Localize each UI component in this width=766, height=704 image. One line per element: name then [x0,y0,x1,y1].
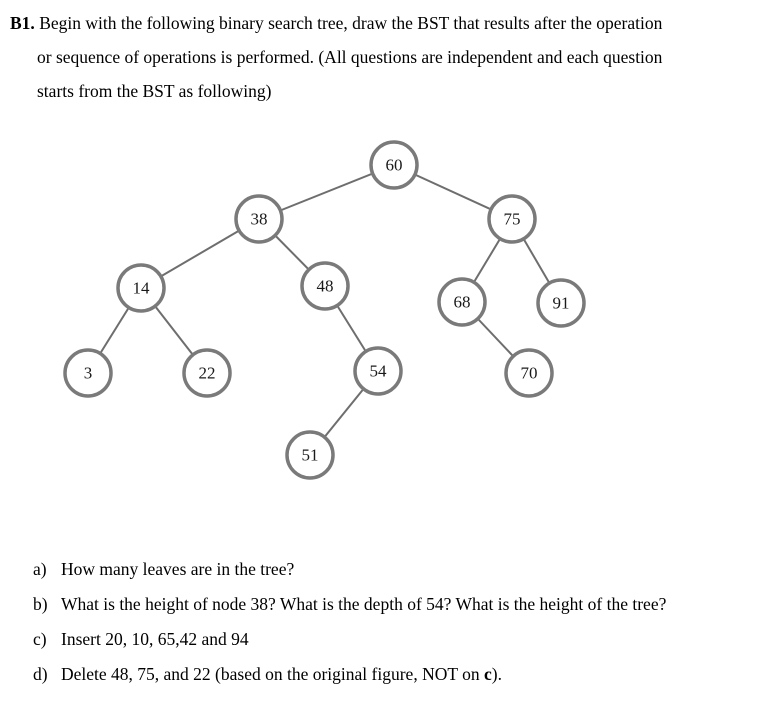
problem-text-1: Begin with the following binary search tree, draw the BST that results after the operation [34,13,663,33]
question-d-text-before: Delete 48, 75, and 22 (based on the original figure, NOT on [61,664,484,684]
question-a [33,552,763,587]
question-a-text: How many leaves are in the tree? [61,559,295,579]
question-c-text: Insert 20, 10, 65,42 and 94 [61,629,249,649]
question-d [33,657,763,692]
question-b-label: b) [33,594,48,614]
question-c-label: c) [33,629,47,649]
problem-line-3: starts from the BST as following) [37,81,272,101]
node-48 [302,263,348,309]
node-3 [65,350,111,396]
node-75-label: 75 [503,209,521,229]
node-91 [538,280,584,326]
node-22-label: 22 [198,363,216,383]
node-60-label: 60 [385,155,403,175]
question-a-label: a) [33,559,47,579]
question-d-text-after: ). [491,664,502,684]
node-70-label: 70 [520,363,538,383]
question-d-text-bold: c [483,664,492,684]
node-38-label: 38 [250,209,268,229]
node-60 [371,142,417,188]
node-54-label: 54 [369,361,387,381]
node-54 [355,348,401,394]
node-14 [118,265,164,311]
question-c [33,622,763,657]
node-91-label: 91 [552,293,570,313]
node-14-label: 14 [132,278,150,298]
question-b [33,587,763,622]
node-68 [439,279,485,325]
node-22 [184,350,230,396]
node-51-label: 51 [301,445,319,465]
problem-line-2: or sequence of operations is performed. (All questions are independent and each question [37,47,663,67]
node-75 [489,196,535,242]
node-51 [287,432,333,478]
question-d-text [61,657,502,692]
problem-label: B1. [10,13,35,33]
node-70 [506,350,552,396]
node-68-label: 68 [453,292,471,312]
node-38 [236,196,282,242]
node-3-label: 3 [83,363,93,383]
question-b-text: What is the height of node 38? What is the depth of 54? What is the height of the tree? [61,594,667,614]
question-list [33,552,763,692]
node-48-label: 48 [316,276,334,296]
question-d-label: d) [33,664,48,684]
